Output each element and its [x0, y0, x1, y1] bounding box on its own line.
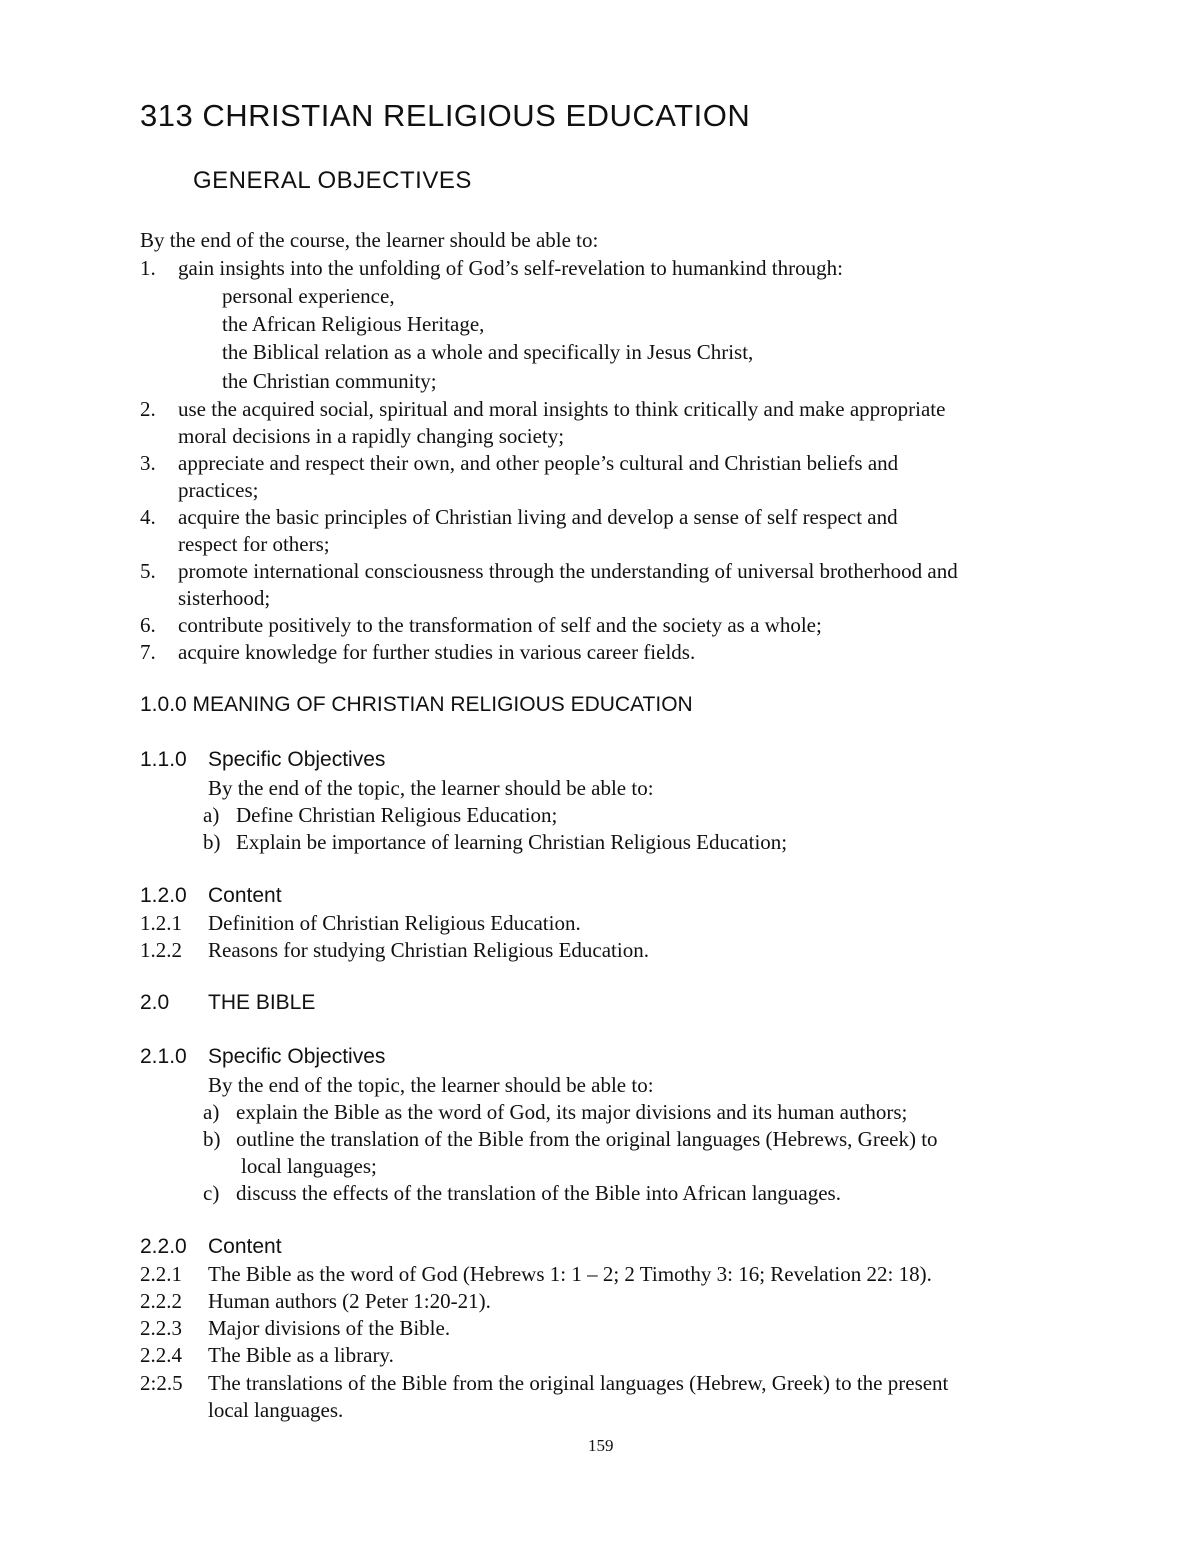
content-item: 2.2.3 Major divisions of the Bible. — [140, 1316, 451, 1340]
document-title: 313 CHRISTIAN RELIGIOUS EDUCATION — [140, 98, 751, 133]
page-number: 159 — [588, 1436, 614, 1455]
content-item: 2.2.2 Human authors (2 Peter 1:20-21). — [140, 1289, 491, 1313]
objective-text: acquire the basic principles of Christian living and develop a sense of self respect and — [178, 505, 898, 529]
sub-item: the Biblical relation as a whole and specifically in Jesus Christ, — [222, 340, 754, 364]
subsection-heading: 1.2.0 Content — [140, 884, 282, 907]
sub-item: the African Religious Heritage, — [222, 312, 485, 336]
objective-continuation: local languages; — [241, 1154, 377, 1178]
content-continuation: local languages. — [208, 1398, 344, 1422]
specific-objective: c) discuss the effects of the translation of the Bible into African languages. — [203, 1181, 841, 1205]
subsection-heading: 2.1.0 Specific Objectives — [140, 1045, 386, 1068]
objective-text: use the acquired social, spiritual and moral insights to think critically and make appropriate — [178, 397, 946, 421]
sub-item: the Christian community; — [222, 369, 437, 393]
objective-text: appreciate and respect their own, and other people’s cultural and Christian beliefs and — [178, 451, 899, 475]
objective-item: 4. acquire the basic principles of Christian living and develop a sense of self respect and — [140, 505, 898, 529]
general-objectives-intro: By the end of the course, the learner should be able to: — [140, 228, 599, 252]
specific-objective: a) Define Christian Religious Education; — [203, 803, 558, 827]
objective-continuation: sisterhood; — [178, 586, 271, 610]
objective-text: contribute positively to the transformation of self and the society as a whole; — [178, 613, 822, 637]
objectives-intro: By the end of the topic, the learner should be able to: — [208, 1073, 654, 1097]
section-heading: 1.0.0 MEANING OF CHRISTIAN RELIGIOUS EDUCATION — [140, 693, 693, 716]
content-item: 2.2.1 The Bible as the word of God (Hebrews 1: 1 – 2; 2 Timothy 3: 16; Revelation 22: 18). — [140, 1262, 932, 1286]
content-item: 1.2.2 Reasons for studying Christian Religious Education. — [140, 938, 649, 962]
objective-item: 7. acquire knowledge for further studies in various career fields. — [140, 640, 696, 664]
general-objectives-heading: GENERAL OBJECTIVES — [193, 167, 472, 194]
sub-item: personal experience, — [222, 284, 395, 308]
content-item: 2:2.5 The translations of the Bible from the original languages (Hebrew, Greek) to the present — [140, 1371, 949, 1395]
objective-item: 5. promote international consciousness through the understanding of universal brotherhood and — [140, 559, 958, 583]
specific-objective: b) Explain be importance of learning Christian Religious Education; — [203, 830, 788, 854]
objective-continuation: respect for others; — [178, 532, 330, 556]
objective-item: 6. contribute positively to the transformation of self and the society as a whole; — [140, 613, 822, 637]
objective-text: gain insights into the unfolding of God’s self-revelation to humankind through: — [178, 256, 843, 280]
content-item: 1.2.1 Definition of Christian Religious Education. — [140, 911, 581, 935]
specific-objective: b) outline the translation of the Bible from the original languages (Hebrews, Greek) to — [203, 1127, 938, 1151]
objective-text: promote international consciousness through the understanding of universal brotherhood and — [178, 559, 958, 583]
objectives-intro: By the end of the topic, the learner should be able to: — [208, 776, 654, 800]
subsection-heading: 1.1.0 Specific Objectives — [140, 748, 386, 771]
objective-continuation: practices; — [178, 478, 259, 502]
objective-item: 1. gain insights into the unfolding of God’s self-revelation to humankind through: — [140, 256, 843, 280]
objective-item: 3. appreciate and respect their own, and other people’s cultural and Christian beliefs and — [140, 451, 899, 475]
subsection-heading: 2.2.0 Content — [140, 1235, 282, 1258]
specific-objective: a) explain the Bible as the word of God, its major divisions and its human authors; — [203, 1100, 908, 1124]
objective-continuation: moral decisions in a rapidly changing society; — [178, 424, 565, 448]
objective-item: 2. use the acquired social, spiritual and moral insights to think critically and make appropriate — [140, 397, 946, 421]
content-item: 2.2.4 The Bible as a library. — [140, 1343, 394, 1367]
section-heading: 2.0 THE BIBLE — [140, 991, 316, 1014]
objective-text: acquire knowledge for further studies in various career fields. — [178, 640, 696, 664]
